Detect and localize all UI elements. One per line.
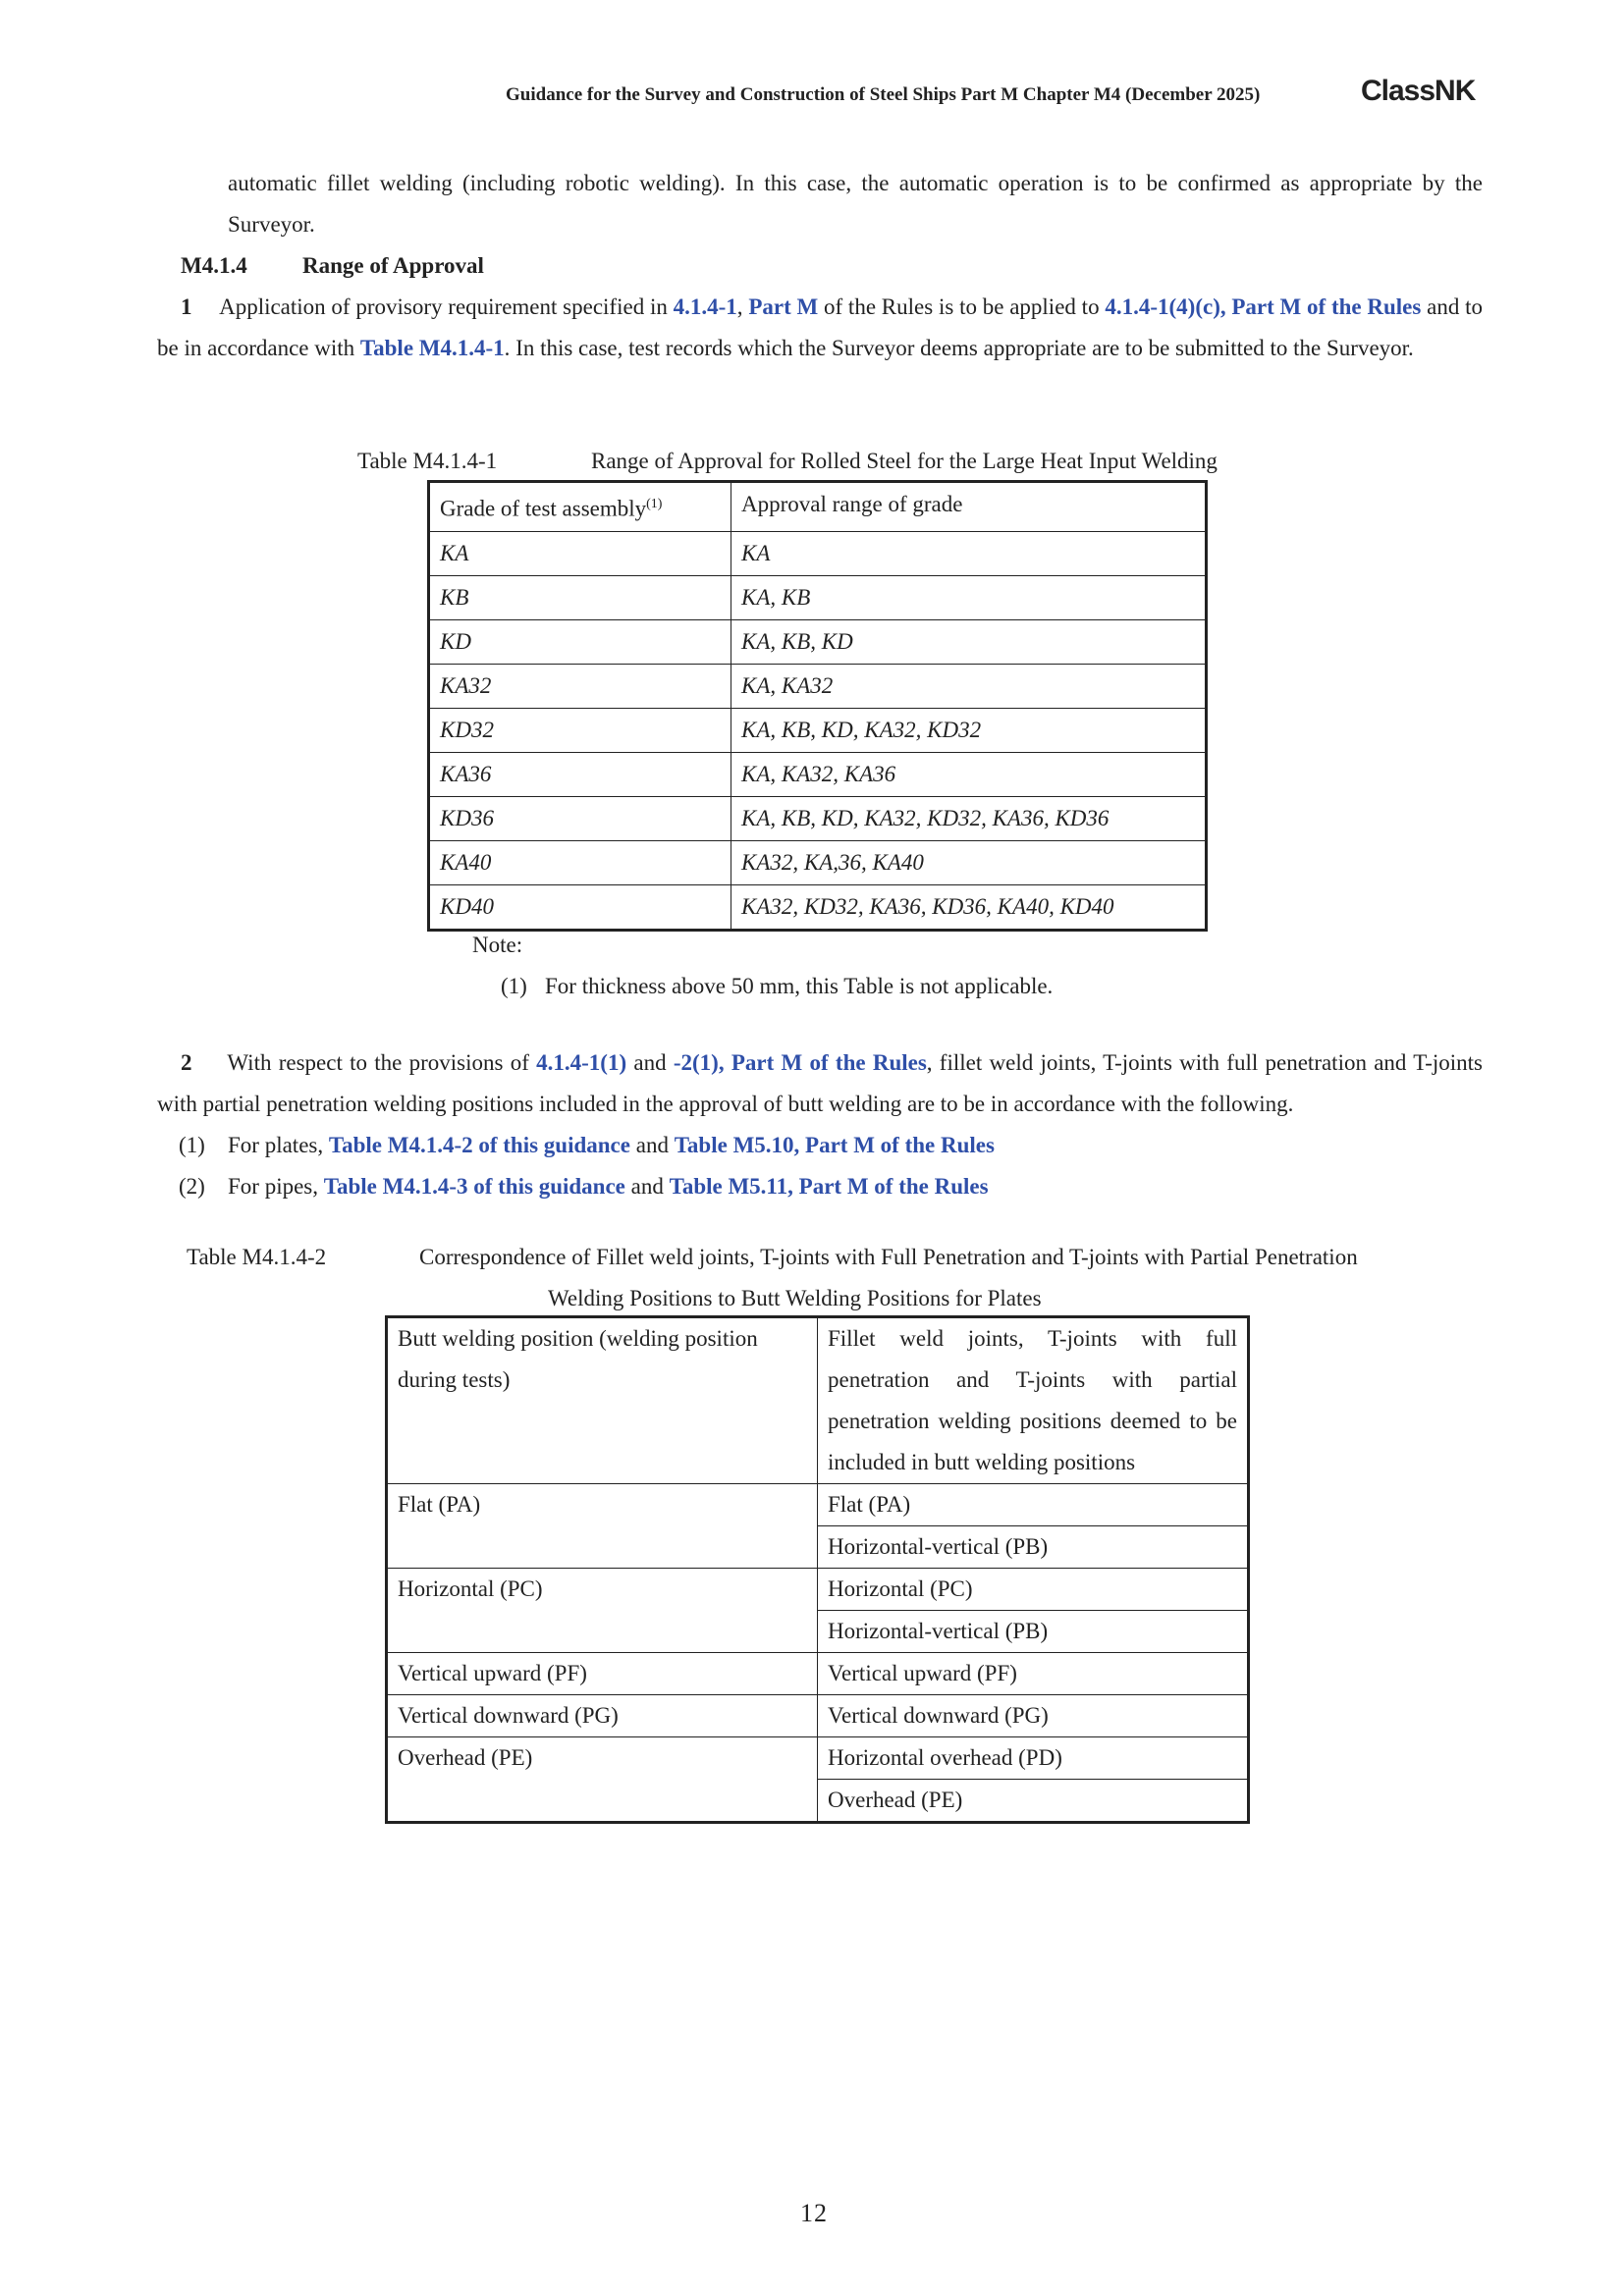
table-row [387, 1695, 1249, 1737]
table-row [429, 796, 1207, 840]
table-note-text: For thickness above 50 mm, this Table is not applicable. [545, 974, 1054, 998]
table-row [387, 1569, 1249, 1611]
table-cell: Horizontal overhead (PD) [818, 1737, 1249, 1780]
table-row [429, 575, 1207, 619]
paragraph-text: , fillet weld joints, T-joints with full penetration and T-joints with partial penetration welding positions included in the approval of butt welding are to be in accordance with the following. [157, 1050, 1483, 1116]
classnk-logo: ClassNK [1361, 75, 1476, 107]
section-number: M4.1.4 [181, 253, 247, 278]
table-note-number: (1) [501, 974, 527, 998]
table-link[interactable]: Table M4.1.4-3 of this guidance [323, 1174, 625, 1199]
table-row [387, 1653, 1249, 1695]
table-cell: Horizontal (PC) [387, 1569, 818, 1653]
table-row [429, 752, 1207, 796]
rule-link[interactable]: 4.1.4-1(4)(c), Part M of the Rules [1105, 294, 1422, 319]
table-1-title: Range of Approval for Rolled Steel for the Large Heat Input Welding [591, 449, 1218, 473]
table-cell: Overhead (PE) [387, 1737, 818, 1823]
paragraph-text: of the Rules is to be applied to [818, 294, 1106, 319]
list-item-number: (2) [179, 1174, 205, 1199]
table-row [429, 664, 1207, 708]
page-number: 12 [800, 2199, 828, 2227]
paragraph-text: and [626, 1050, 674, 1075]
rule-link[interactable]: 4.1.4-1(1) [536, 1050, 627, 1075]
table-row [387, 1484, 1249, 1526]
table-cell: Vertical upward (PF) [818, 1653, 1249, 1695]
table-row [429, 708, 1207, 752]
approval-range-table [427, 480, 1208, 932]
welding-position-table [385, 1315, 1250, 1824]
table-row [429, 531, 1207, 575]
table-cell: KA32, KA,36, KA40 [731, 840, 1207, 884]
paragraph-2 [157, 1042, 1483, 1125]
table-cell: Horizontal (PC) [818, 1569, 1249, 1611]
table-link[interactable]: Table M4.1.4-2 of this guidance [328, 1133, 630, 1157]
table-link[interactable]: Table M4.1.4-1 [359, 336, 505, 360]
table-row [429, 884, 1207, 930]
paragraph-text: , [736, 294, 749, 319]
table-header-cell: Approval range of grade [731, 482, 1207, 532]
intro-paragraph: automatic fillet welding (including robotic welding). In this case, the automatic operation is to be confirmed as appropriate by the Surveyor. [228, 171, 1483, 237]
table-cell: KA, KB, KD, KA32, KD32 [731, 708, 1207, 752]
paragraph-text: . In this case, test records which the Surveyor deems appropriate are to be submitted to the Surveyor. [504, 336, 1414, 360]
rule-link[interactable]: -2(1), Part M of the Rules [673, 1050, 927, 1075]
table-link[interactable]: Table M5.10, Part M of the Rules [674, 1133, 995, 1157]
rule-link[interactable]: Part M [748, 294, 819, 319]
table-2-title-continued: Welding Positions to Butt Welding Positions for Plates [548, 1286, 1042, 1310]
table-cell: Horizontal-vertical (PB) [818, 1526, 1249, 1569]
table-2-title: Correspondence of Fillet weld joints, T-joints with Full Penetration and T-joints with Partial Penetration [419, 1245, 1358, 1269]
document-header-title: Guidance for the Survey and Construction of Steel Ships Part M Chapter M4 (December 2025) [506, 84, 1261, 105]
table-cell: KA36 [429, 752, 731, 796]
table-cell: KA, KA32 [731, 664, 1207, 708]
table-note-label: Note: [472, 933, 523, 957]
table-cell: KA32, KD32, KA36, KD36, KA40, KD40 [731, 884, 1207, 930]
table-cell: KA [429, 531, 731, 575]
table-row [387, 1737, 1249, 1780]
paragraph-number: 2 [181, 1050, 192, 1075]
table-cell: KA, KA32, KA36 [731, 752, 1207, 796]
table-cell: Vertical upward (PF) [387, 1653, 818, 1695]
paragraph-number: 1 [181, 294, 192, 319]
list-item: For pipes, Table M4.1.4-3 of this guidance and Table M5.11, Part M of the Rules [228, 1174, 989, 1199]
table-cell: KA, KB, KD, KA32, KD32, KA36, KD36 [731, 796, 1207, 840]
table-cell: KA32 [429, 664, 731, 708]
table-cell: KA, KB [731, 575, 1207, 619]
table-cell: Flat (PA) [818, 1484, 1249, 1526]
list-item-number: (1) [179, 1133, 205, 1157]
table-link[interactable]: Table M5.11, Part M of the Rules [669, 1174, 989, 1199]
table-cell: KD40 [429, 884, 731, 930]
table-cell: KA, KB, KD [731, 619, 1207, 664]
paragraph-text: With respect to the provisions of [227, 1050, 537, 1075]
table-header-row [387, 1317, 1249, 1484]
table-cell: KB [429, 575, 731, 619]
paragraph-text: Application of provisory requirement specified in [219, 294, 674, 319]
rule-link[interactable]: 4.1.4-1 [673, 294, 737, 319]
footnote-marker: (1) [646, 497, 663, 511]
table-header-cell: Grade of test assembly$^{(1)}$ [429, 482, 731, 532]
table-cell: Vertical downward (PG) [387, 1695, 818, 1737]
paragraph-1 [157, 287, 1483, 369]
section-title: Range of Approval [302, 253, 484, 278]
table-cell: KA40 [429, 840, 731, 884]
table-cell: KD32 [429, 708, 731, 752]
list-item: For plates, Table M4.1.4-2 of this guidance and Table M5.10, Part M of the Rules [228, 1133, 995, 1157]
table-row [429, 619, 1207, 664]
table-cell: KD [429, 619, 731, 664]
table-cell: Flat (PA) [387, 1484, 818, 1569]
paragraph-text: and to be in accordance with [157, 294, 1483, 360]
table-cell: Vertical downward (PG) [818, 1695, 1249, 1737]
table-2-label: Table M4.1.4-2 [187, 1245, 327, 1269]
table-header-row [429, 482, 1207, 532]
table-cell: Horizontal-vertical (PB) [818, 1611, 1249, 1653]
table-header-cell: Butt welding position (welding position during tests) [387, 1317, 818, 1484]
table-cell: Overhead (PE) [818, 1780, 1249, 1823]
table-row [429, 840, 1207, 884]
table-1-label: Table M4.1.4-1 [357, 449, 498, 473]
table-cell: KD36 [429, 796, 731, 840]
table-header-cell: Fillet weld joints, T-joints with full penetration and T-joints with partial penetration welding positions deemed to be included in butt welding positions [818, 1317, 1249, 1484]
table-cell: KA [731, 531, 1207, 575]
